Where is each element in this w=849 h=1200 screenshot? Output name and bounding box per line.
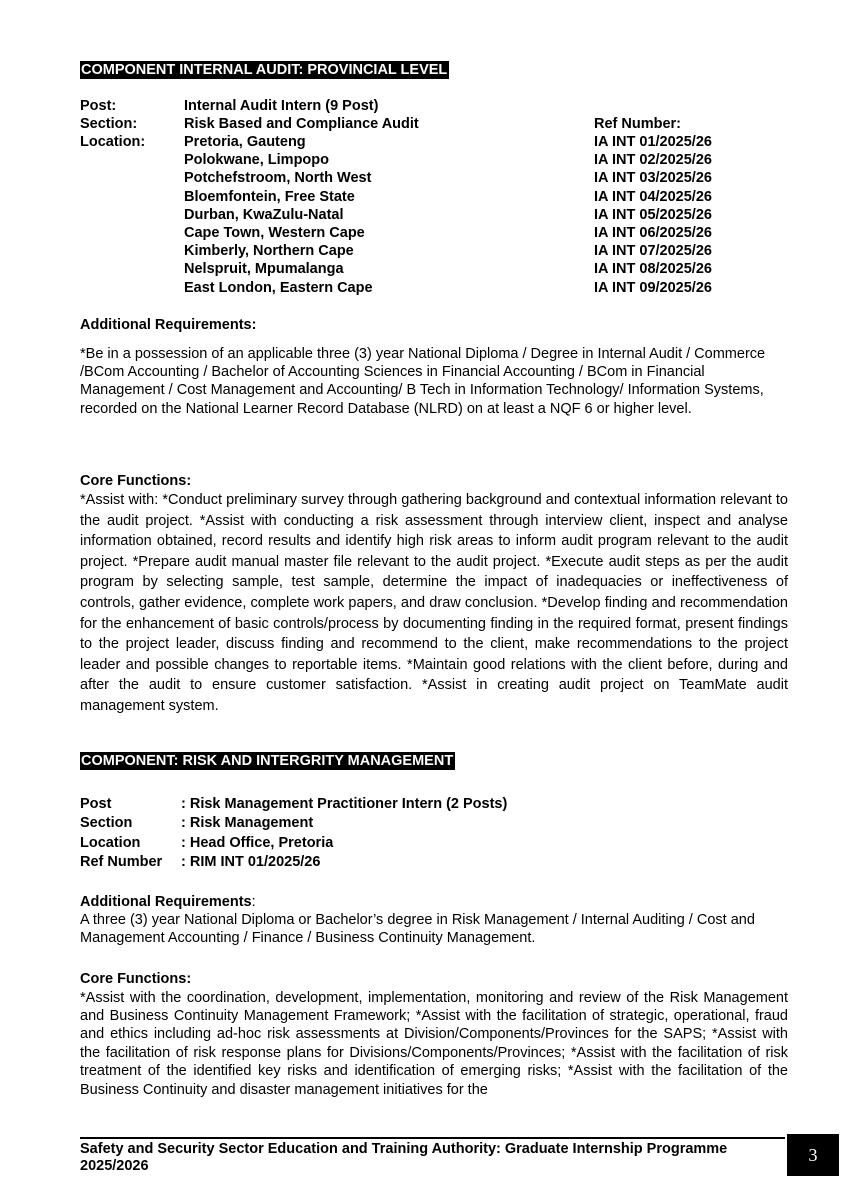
post-label: Post:	[80, 98, 117, 114]
location-value: : Head Office, Pretoria	[181, 834, 334, 851]
location-place: Potchefstroom, North West	[184, 170, 372, 187]
ref-number-value: : RIM INT 01/2025/26	[181, 853, 321, 870]
additional-requirements-heading-row	[80, 893, 256, 911]
section-heading: COMPONENT INTERNAL AUDIT: PROVINCIAL LEVEL	[81, 62, 448, 78]
location-ref: IA INT 02/2025/26	[594, 152, 712, 169]
additional-requirements-heading: Additional Requirements	[80, 894, 252, 910]
location-place: Polokwane, Limpopo	[184, 152, 330, 169]
ref-number-header: Ref Number:	[594, 116, 682, 132]
location-place: Durban, KwaZulu-Natal	[184, 206, 344, 223]
location-ref: IA INT 09/2025/26	[594, 279, 712, 296]
location-place: Pretoria, Gauteng	[184, 134, 306, 150]
ref-number-label: Ref Number	[80, 853, 163, 870]
post-value: : Risk Management Practitioner Intern (2 Posts)	[181, 796, 508, 812]
additional-requirements-heading: Additional Requirements:	[80, 317, 257, 333]
location-place: Bloemfontein, Free State	[184, 188, 355, 205]
page-number: 3	[787, 1134, 839, 1176]
post-value: Internal Audit Intern (9 Post)	[184, 98, 379, 114]
location-ref: IA INT 04/2025/26	[594, 188, 712, 205]
footer-rule	[80, 1137, 785, 1139]
location-place: Cape Town, Western Cape	[184, 225, 365, 241]
location-label: Location:	[80, 134, 146, 150]
location-ref: IA INT 01/2025/26	[594, 134, 712, 150]
section-label: Section:	[80, 116, 138, 132]
core-functions-text: *Assist with: *Conduct preliminary survey through gathering background and contextual information relevant to the audit project. *Assist with conducting a risk assessment through interview client, inspect and analyse information obtained, record results and identify high risk areas to inform audit program relevant to the audit project. *Prepare audit manual master file relevant to the audit project. *Execute audit steps as per the audit program by selecting sample, test sample, determine the impact of inadequacies or ineffectiveness of controls, gather evidence, complete work papers, and draw conclusion. *Develop finding and recommendation for the enhancement of basic controls/process by documenting finding in the required format, present findings to the project leader, discuss finding and recommend to the client, make recommendations to the project leader and possible changes to reportable items. *Maintain good relations with the client before, during and after the audit to ensure customer satisfaction. *Assist in creating audit project on TeamMate audit management system.	[80, 492, 788, 714]
additional-requirements-text: *Be in a possession of an applicable three (3) year National Diploma / Degree in Internal Audit / Commerce /BCom Accounting / Bachelor of Accounting Sciences in Financial Accounting / BCom in Financial Management / Cost Management and Accounting/ B Tech in Information Technology/ Information Systems, recorded on the National Learner Record Database (NLRD) on at least a NQF 6 or higher level.	[80, 346, 766, 417]
section-label: Section	[80, 815, 133, 832]
section-value: : Risk Management	[181, 815, 314, 832]
location-ref: IA INT 03/2025/26	[594, 170, 712, 187]
section-heading: COMPONENT: RISK AND INTERGRITY MANAGEMENT	[81, 753, 454, 769]
additional-requirements-text: A three (3) year National Diploma or Bachelor’s degree in Risk Management / Internal Auditing / Cost and Management Accounting / Finance / Business Continuity Management.	[80, 912, 755, 947]
location-label: Location	[80, 834, 141, 851]
location-ref: IA INT 08/2025/26	[594, 261, 712, 278]
section-value: Risk Based and Compliance Audit	[184, 116, 419, 132]
location-place: East London, Eastern Cape	[184, 279, 373, 296]
core-functions-text: *Assist with the coordination, development, implementation, monitoring and review of the Risk Management and Business Continuity Management Framework; *Assist with the facilitation of strategic, operational, fraud and ethics including ad-hoc risk assessments at Division/Components/Provinces for the SAPS; *Assist with the facilitation of risk response plans for Divisions/Components/Provinces; *Assist with the facilitation of risk treatment of the identified key risks and identification of emerging risks; *Assist with the facilitation of the Business Continuity and disaster management initiatives for the	[80, 989, 788, 1098]
location-ref: IA INT 06/2025/26	[594, 225, 712, 241]
location-place: Kimberly, Northern Cape	[184, 243, 354, 260]
core-functions-heading: Core Functions:	[80, 473, 192, 489]
post-label: Post	[80, 796, 112, 812]
location-ref: IA INT 07/2025/26	[594, 243, 712, 260]
heading-colon: :	[251, 894, 256, 910]
location-ref: IA INT 05/2025/26	[594, 206, 712, 223]
location-place: Nelspruit, Mpumalanga	[184, 261, 344, 278]
footer-text: Safety and Security Sector Education and Training Authority: Graduate Internship Programme 2025/2026	[80, 1141, 728, 1174]
core-functions-heading: Core Functions:	[80, 971, 192, 987]
